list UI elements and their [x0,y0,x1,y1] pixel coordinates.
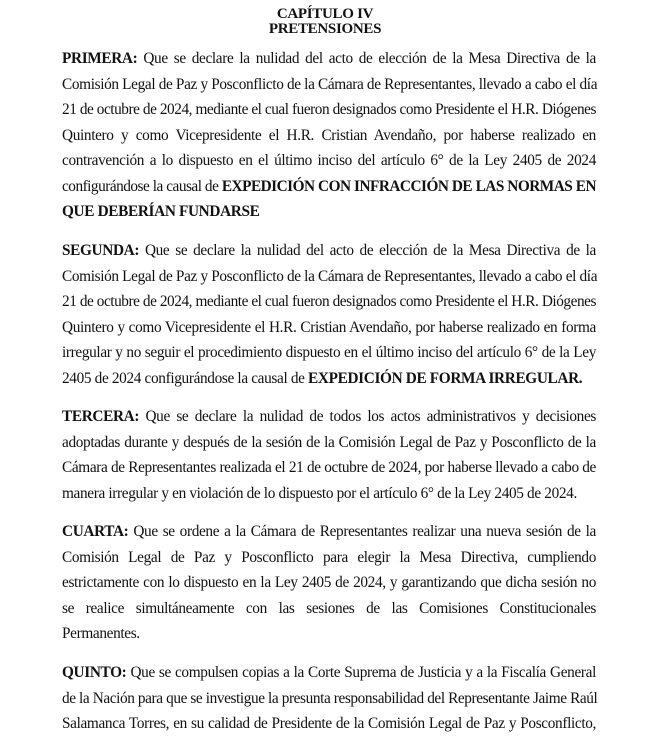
claim-cause: EXPEDICIÓN CON INFRACCIÓN DE LAS NORMAS EN [221,177,597,195]
claim-line: Cámara de Representantes realizada el 21 de octubre de 2024, por haberse llevado a cabo de [62,459,596,476]
claim-line: Quintero y como Vicepresidente el H.R. Cristian Avendaño, por haberse realizado en forma [62,318,596,336]
claim-line: CUARTA: Que se ordene a la Cámara de Representantes realizar una nueva sesión de la [62,523,596,540]
claim-line: Comisión Legal de Paz y Posconflicto para elegir la Mesa Directiva, cumpliendo [62,548,596,566]
claim-tercera [62,404,596,506]
claim-line: 21 de octubre de 2024, mediante el cual fueron designados como Presidente el H.R. Diógenes [62,101,596,118]
claim-cause: EXPEDICIÓN DE FORMA IRREGULAR. [308,369,583,387]
claim-line [62,199,596,225]
claim-line: configurándose la causal de EXPEDICIÓN CON INFRACCIÓN DE LAS NORMAS EN [62,177,597,195]
claim-line: se realice simultáneamente con las sesiones de las Comisiones Constitucionales [62,599,596,617]
claim-line: estrictamente con lo dispuesto en la Ley 2405 de 2024, y garantizando que dicha sesión no [62,574,596,591]
claim-line: Quintero y como Vicepresidente el H.R. Cristian Avendaño, por haberse realizado en [62,126,596,144]
claim-primera [62,46,596,225]
claim-line: SEGUNDA: Que se declare la nulidad del acto de elección de la Mesa Directiva de la [62,242,596,259]
claim-line: 2405 de 2024 configurándose la causal de EXPEDICIÓN DE FORMA IRREGULAR. [62,369,583,387]
claim-line: 21 de octubre de 2024, mediante el cual fueron designados como Presidente el H.R. Diógenes [62,293,596,310]
claim-label: CUARTA: [62,523,129,540]
claim-line: Comisión Legal de Paz y Posconflicto de la Cámara de Representantes, llevado a cabo el día [62,75,598,93]
claim-line: manera irregular y en violación de lo dispuesto por el artículo 6° de la Ley 2405 de 2024. [62,484,577,502]
claim-label: PRIMERA: [62,50,138,67]
claim-line: Comisión Legal de Paz y Posconflicto de la Cámara de Representantes, llevado a cabo el día [62,267,598,285]
chapter-subtitle: PRETENSIONES [268,21,382,37]
claim-cause: QUE DEBERÍAN FUNDARSE [62,203,260,220]
claim-line: QUINTO: Que se compulsen copias a la Corte Suprema de Justicia y a la Fiscalía General [62,664,596,681]
claim-label: SEGUNDA: [62,242,140,259]
claim-segunda [62,238,596,391]
claim-line: PRIMERA: Que se declare la nulidad del acto de elección de la Mesa Directiva de la [62,50,596,67]
chapter-title: CAPÍTULO IV [276,6,374,22]
claim-line: contravención a lo dispuesto en el último inciso del artículo 6° de la Ley 2405 de 2024 [62,152,596,169]
claim-line: Salamanca Torres, en su calidad de Presidente de la Comisión Legal de Paz y Posconflicto, [62,715,596,732]
claim-line: TERCERA: Que se declare la nulidad de todos los actos administrativos y decisiones [62,408,596,425]
claim-quinto [62,660,596,737]
claim-line: adoptadas durante y después de la sesión de la Comisión Legal de Paz y Posconflicto de la [62,433,596,451]
claim-line: Permanentes. [62,625,140,642]
claim-label: TERCERA: [62,408,140,425]
claim-label: QUINTO: [62,664,127,681]
claim-line: irregular y no seguir el procedimiento dispuesto en el último inciso del artículo 6° de la Ley [62,344,596,361]
claim-cuarta [62,519,596,647]
claim-line: de la Nación para que se investigue la presunta responsabilidad del Representante Jaime Raúl [62,689,598,707]
